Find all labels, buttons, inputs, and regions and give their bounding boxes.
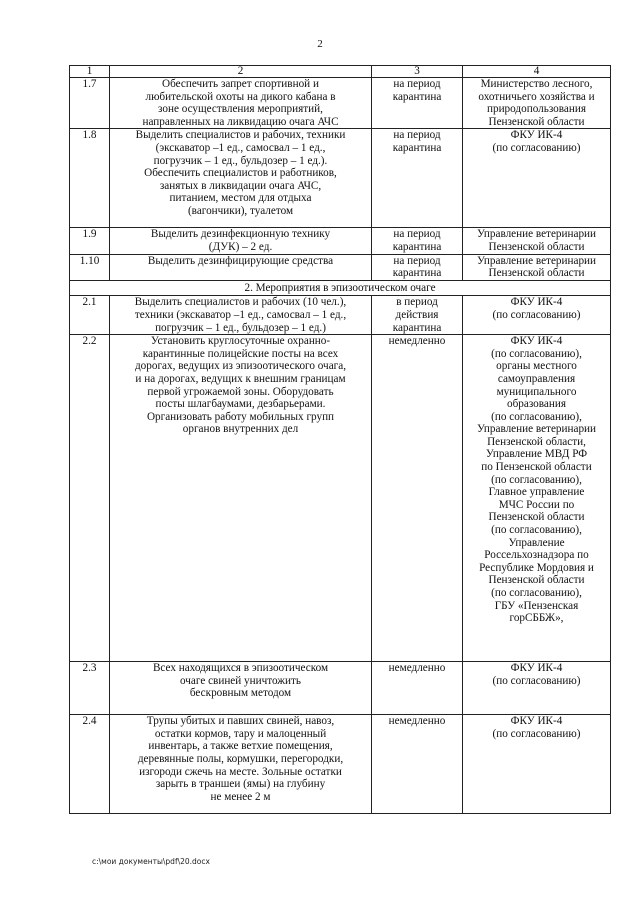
row-term: на период карантина — [372, 129, 463, 228]
row-action: Обеспечить запрет спортивной и любительской охоты на дикого кабана в зоне осуществления мероприятий, направленных на ликвидацию очага АЧС — [110, 78, 372, 129]
row-term: немедленно — [372, 335, 463, 662]
row-term: на период карантина — [372, 78, 463, 129]
row-action: Выделить дезинфекционную технику (ДУК) – 2 ед. — [110, 228, 372, 254]
table-row — [70, 296, 611, 335]
row-term: немедленно — [372, 715, 463, 814]
table-row — [70, 254, 611, 280]
header-col-2: 2 — [110, 66, 372, 78]
row-responsible: ФКУ ИК-4 (по согласованию) — [463, 129, 611, 228]
row-responsible: ФКУ ИК-4 (по согласованию) — [463, 715, 611, 814]
row-action: Выделить дезинфицирующие средства — [110, 254, 372, 280]
row-term: на период карантина — [372, 254, 463, 280]
row-action: Выделить специалистов и рабочих (10 чел.), техники (экскаватор –1 ед., самосвал – 1 ед., погрузчик – 1 ед., бульдозер – 1 ед.) — [110, 296, 372, 335]
row-number: 1.10 — [70, 254, 110, 280]
header-col-4: 4 — [463, 66, 611, 78]
table-row — [70, 228, 611, 254]
measures-table — [69, 65, 611, 814]
header-col-1: 1 — [70, 66, 110, 78]
row-responsible: ФКУ ИК-4 (по согласованию) — [463, 662, 611, 715]
table-row — [70, 78, 611, 129]
header-col-3: 3 — [372, 66, 463, 78]
table-row — [70, 129, 611, 228]
table-row — [70, 715, 611, 814]
row-responsible: Министерство лесного, охотничьего хозяйства и природопользования Пензенской области — [463, 78, 611, 129]
row-number: 1.7 — [70, 78, 110, 129]
table-row — [70, 335, 611, 662]
row-number: 2.1 — [70, 296, 110, 335]
row-responsible: ФКУ ИК-4 (по согласованию), органы местного самоуправления муниципального образования (по согласованию), Управление ветеринарии Пензенской области, Управление МВД РФ по Пензенской области (по согласованию), Главное управление МЧС России по Пензенской области (по согласованию), Управление Россельхознадзора по Республике Мордовия и Пензенской области (по согласованию), ГБУ «Пензенская горСББЖ», — [463, 335, 611, 662]
page-number: 2 — [317, 38, 323, 50]
row-action: Всех находящихся в эпизоотическом очаге свиней уничтожить бескровным методом — [110, 662, 372, 715]
row-term: в период действия карантина — [372, 296, 463, 335]
row-term: на период карантина — [372, 228, 463, 254]
row-number: 1.8 — [70, 129, 110, 228]
section-title: 2. Мероприятия в эпизоотическом очаге — [70, 280, 611, 296]
row-responsible: ФКУ ИК-4 (по согласованию) — [463, 296, 611, 335]
table-row — [70, 662, 611, 715]
row-action: Трупы убитых и павших свиней, навоз, остатки кормов, тару и малоценный инвентарь, а также ветхие помещения, деревянные полы, кормушки, перегородки, изгороди сжечь на месте. Зольные остатки зарыть в траншеи (ямы) на глубину не менее 2 м — [110, 715, 372, 814]
row-term: немедленно — [372, 662, 463, 715]
row-number: 1.9 — [70, 228, 110, 254]
file-path-footer: c:\мои документы\pdf\20.docx — [92, 857, 210, 866]
table-header-row — [70, 66, 611, 78]
row-number: 2.3 — [70, 662, 110, 715]
section-row — [70, 280, 611, 296]
row-number: 2.2 — [70, 335, 110, 662]
row-action: Установить круглосуточные охранно- карантинные полицейские посты на всех дорогах, ведущих из эпизоотического очага, и на дорогах, ведущих к внешним границам первой угрожаемой зоны. Оборудовать посты шлагбаумами, дезбарьерами. Организовать работу мобильных групп органов внутренних дел — [110, 335, 372, 662]
row-responsible: Управление ветеринарии Пензенской области — [463, 228, 611, 254]
row-responsible: Управление ветеринарии Пензенской области — [463, 254, 611, 280]
row-number: 2.4 — [70, 715, 110, 814]
row-action: Выделить специалистов и рабочих, техники (экскаватор –1 ед., самосвал – 1 ед., погрузчик – 1 ед., бульдозер – 1 ед.). Обеспечить специалистов и работников, занятых в ликвидации очага АЧС, питанием, местом для отдыха (вагончики), туалетом — [110, 129, 372, 228]
